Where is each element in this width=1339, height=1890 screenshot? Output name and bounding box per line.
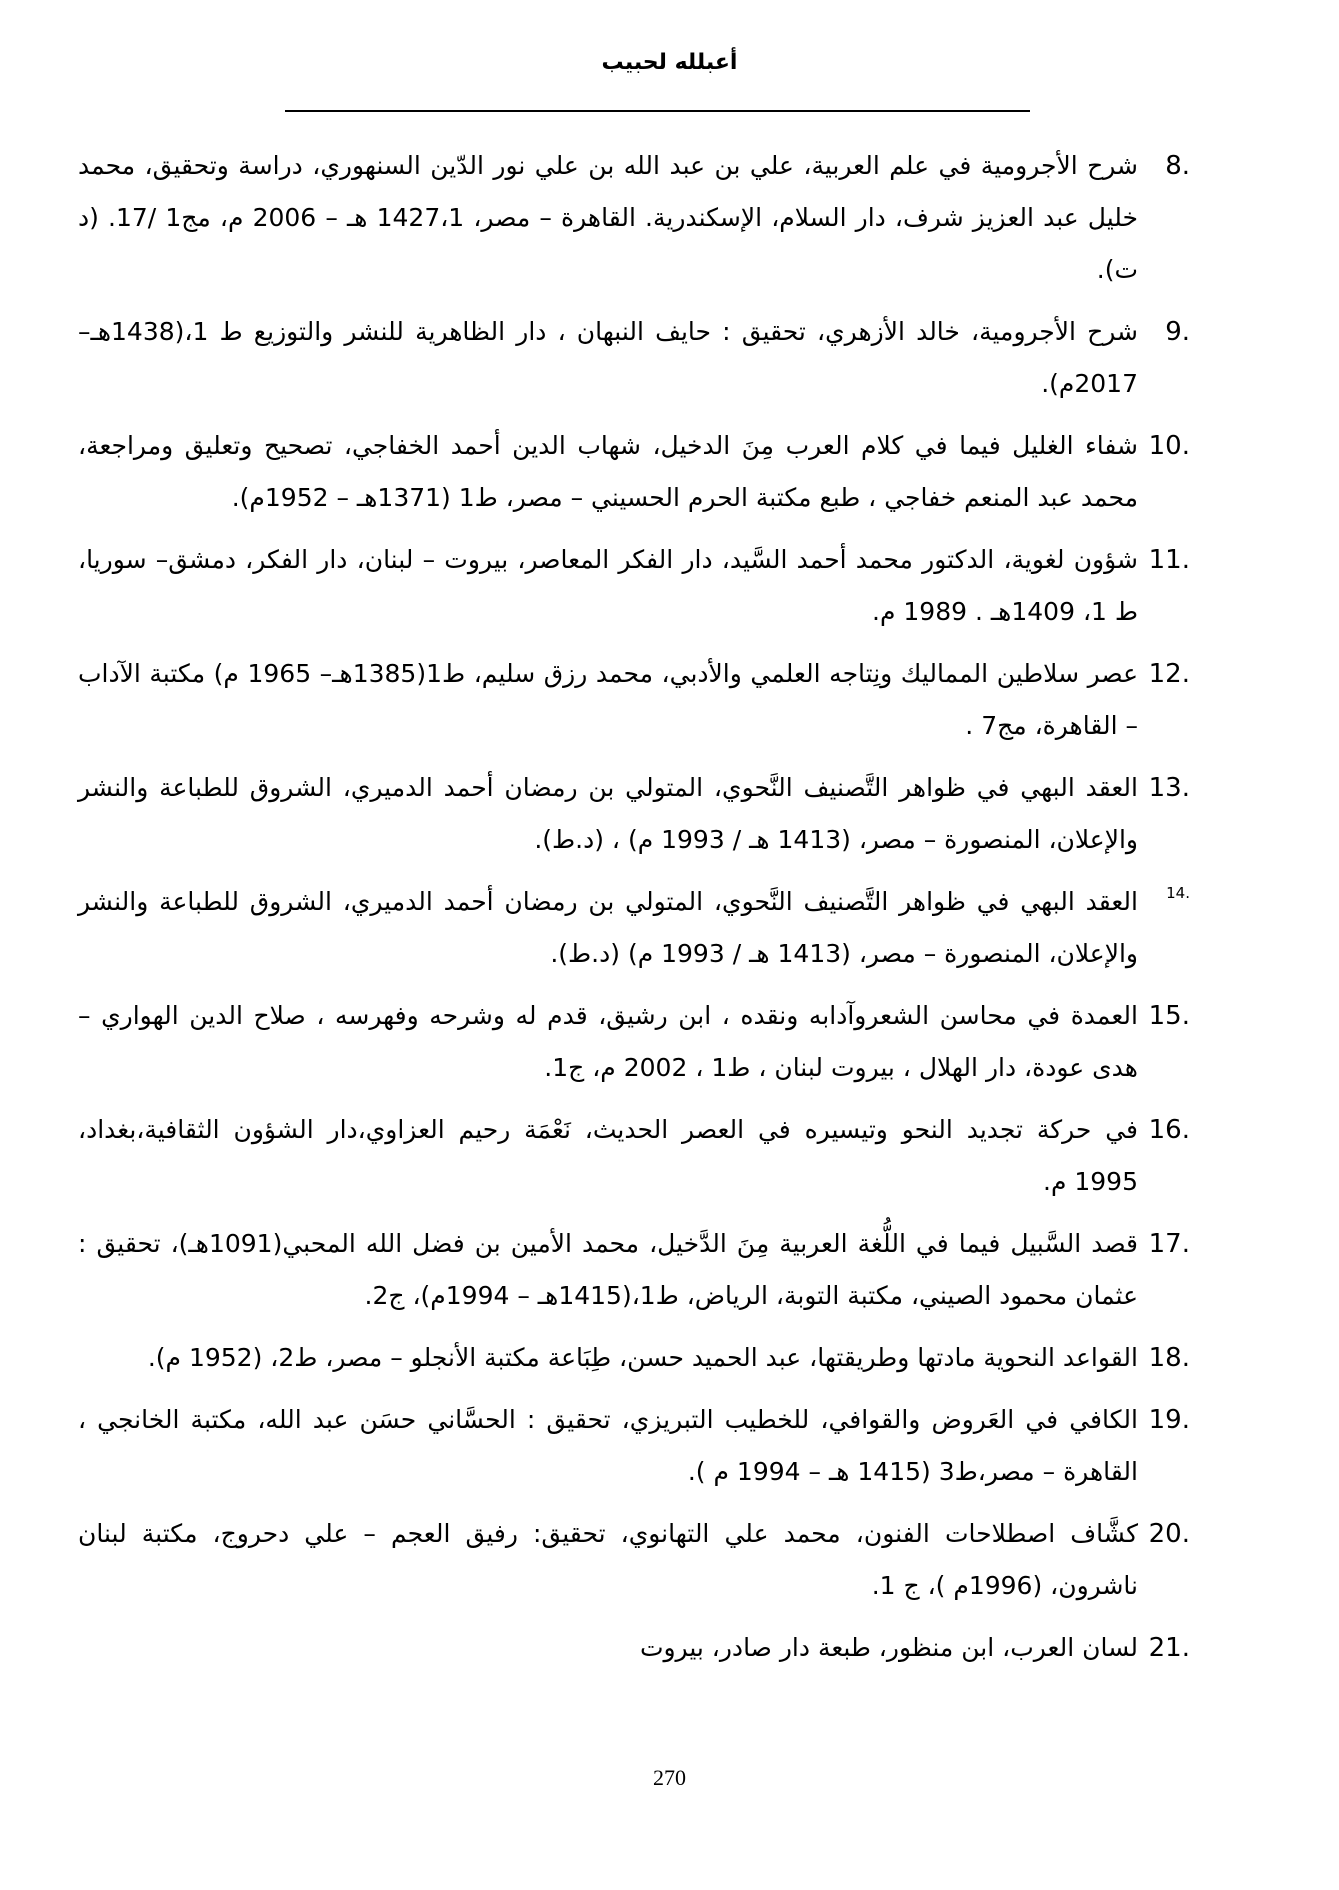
reference-number: 20. (1148, 1519, 1190, 1549)
running-header: أعبلله لحبيب (601, 50, 738, 75)
reference-item (78, 1508, 1190, 1612)
reference-text: عصر سلاطين المماليك ونِتاجه العلمي والأدبي، محمد رزق سليم، ط1(1385هـ– 1965 م) مكتبة الآداب – القاهرة، مج7 . (78, 659, 1138, 740)
reference-text: القواعد النحوية مادتها وطريقتها، عبد الحميد حسن، طِبَاعة مكتبة الأنجلو – مصر، ط2، (1952 م). (147, 1343, 1138, 1372)
reference-item (78, 140, 1190, 296)
reference-text: شؤون لغوية، الدكتور محمد أحمد السَّيد، دار الفكر المعاصر، بيروت – لبنان، دار الفكر، دمشق– سوريا، ط 1، 1409هـ . 1989 م. (78, 545, 1138, 626)
reference-text: العقد البهي في ظواهر التَّصنيف النَّحوي، المتولي بن رمضان أحمد الدميري، الشروق للطباعة والنشر والإعلان، المنصورة – مصر، (1413 هـ / 1993 م) (د.ط). (78, 887, 1138, 968)
reference-text: لسان العرب، ابن منظور، طبعة دار صادر، بيروت (639, 1633, 1138, 1662)
reference-number: 17. (1148, 1229, 1190, 1259)
reference-list (78, 140, 1190, 1684)
reference-number: 11. (1148, 545, 1190, 575)
reference-number: 8. (1165, 151, 1190, 181)
reference-text: كشَّاف اصطلاحات الفنون، محمد علي التهانوي، تحقيق: رفيق العجم – علي دحروج، مكتبة لبنان ناشرون، (1996م )، ج 1. (78, 1519, 1138, 1600)
reference-item (78, 1622, 1190, 1674)
reference-item (78, 1104, 1190, 1208)
reference-item (78, 534, 1190, 638)
reference-text: شرح الأجرومية في علم العربية، علي بن عبد الله بن علي نور الدّين السنهوري، دراسة وتحقيق، محمد خليل عبد العزيز شرف، دار السلام، الإسكندرية. القاهرة – مصر، 1427،1 هـ – 2006 م، مج1 /17. (د ت). (78, 151, 1138, 284)
reference-number: 10. (1148, 431, 1190, 461)
reference-item (78, 420, 1190, 524)
reference-number: 19. (1148, 1405, 1190, 1435)
reference-number: 14. (1166, 884, 1190, 902)
reference-item (78, 990, 1190, 1094)
reference-number: 12. (1148, 659, 1190, 689)
reference-number: 13. (1148, 773, 1190, 803)
reference-text: قصد السَّبيل فيما في اللُّغة العربية مِنَ الدَّخيل، محمد الأمين بن فضل الله المحبي(1091هـ)، تحقيق : عثمان محمود الصيني، مكتبة التوبة، الرياض، ط1،(1415هـ – 1994م)، ج2. (78, 1229, 1138, 1310)
reference-item (78, 876, 1190, 980)
reference-number: 18. (1148, 1343, 1190, 1373)
reference-item (78, 306, 1190, 410)
reference-text: العمدة في محاسن الشعروآدابه ونقده ، ابن رشيق، قدم له وشرحه وفهرسه ، صلاح الدين الهواري – هدى عودة، دار الهلال ، بيروت لبنان ، ط1 ، 2002 م، ج1. (78, 1001, 1138, 1082)
page-number: 270 (653, 1765, 686, 1790)
reference-text: في حركة تجديد النحو وتيسيره في العصر الحديث، نَعْمَة رحيم العزاوي،دار الشؤون الثقافية،بغداد، 1995 م. (78, 1115, 1138, 1196)
header-rule (285, 110, 1030, 112)
reference-number: 21. (1148, 1633, 1190, 1663)
reference-item (78, 1332, 1190, 1384)
reference-text: شفاء الغليل فيما في كلام العرب مِنَ الدخيل، شهاب الدين أحمد الخفاجي، تصحيح وتعليق ومراجعة، محمد عبد المنعم خفاجي ، طبع مكتبة الحرم الحسيني – مصر، ط1 (1371هـ – 1952م). (78, 431, 1138, 512)
reference-number: 9. (1165, 317, 1190, 347)
reference-item (78, 1394, 1190, 1498)
reference-number: 16. (1148, 1115, 1190, 1145)
reference-text: العقد البهي في ظواهر التَّصنيف النَّحوي، المتولي بن رمضان أحمد الدميري، الشروق للطباعة والنشر والإعلان، المنصورة – مصر، (1413 هـ / 1993 م) ، (د.ط). (78, 773, 1138, 854)
reference-text: الكافي في العَروض والقوافي، للخطيب التبريزي، تحقيق : الحسَّاني حسَن عبد الله، مكتبة الخانجي ، القاهرة – مصر،ط3 (1415 هـ – 1994 م ). (78, 1405, 1138, 1486)
reference-number: 15. (1148, 1001, 1190, 1031)
reference-item (78, 1218, 1190, 1322)
reference-item (78, 762, 1190, 866)
reference-item (78, 648, 1190, 752)
reference-text: شرح الأجرومية، خالد الأزهري، تحقيق : حايف النبهان ، دار الظاهرية للنشر والتوزيع ط 1،(1438هـ– 2017م). (78, 317, 1138, 398)
